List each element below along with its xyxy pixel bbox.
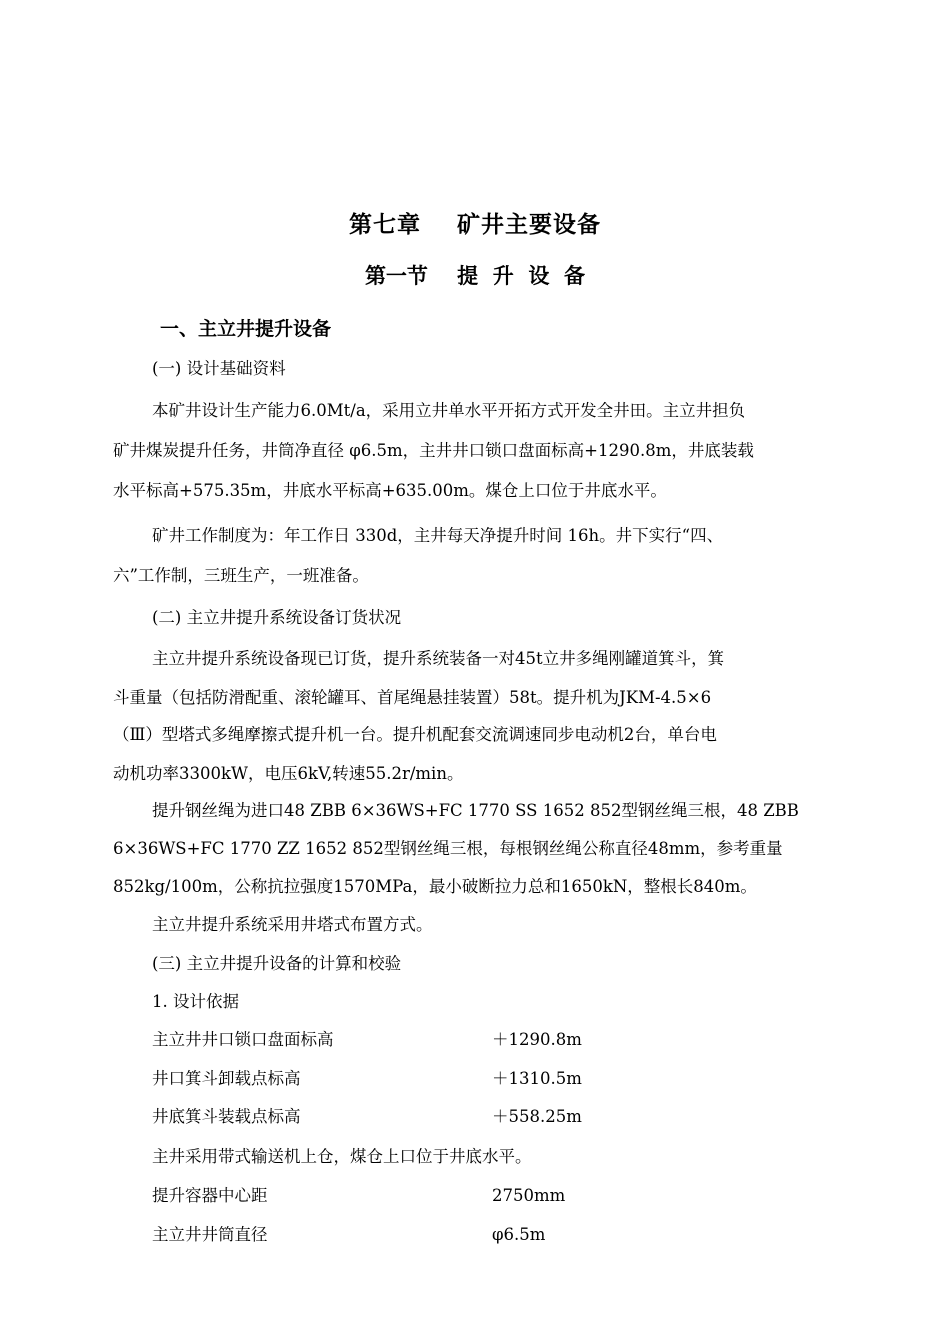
spec-label: 提升容器中心距 [152, 1186, 268, 1205]
spec-label: 主立井井筒直径 [152, 1225, 268, 1244]
paragraph-line: 6×36WS+FC 1770 ZZ 1652 852型钢丝绳三根，每根钢丝绳公称直径48mm，参考重量 [113, 839, 783, 858]
subheading-equipment-order: (二) 主立井提升系统设备订货状况 [152, 608, 402, 627]
paragraph-line: 主立井提升系统采用井塔式布置方式。 [152, 915, 433, 934]
subheading-design-basis-1: 1. 设计依据 [152, 992, 239, 1011]
chapter-title: 第七章 矿井主要设备 [348, 212, 602, 238]
spec-value: φ6.5m [492, 1225, 546, 1244]
note-line: 主井采用带式输送机上仓，煤仓上口位于井底水平。 [152, 1147, 532, 1166]
paragraph-line: 六”工作制，三班生产，一班准备。 [113, 566, 369, 585]
paragraph-line: 水平标高+575.35m，井底水平标高+635.00m。煤仓上口位于井底水平。 [113, 481, 667, 500]
spec-value: ＋1310.5m [492, 1069, 582, 1088]
spec-value: ＋558.25m [492, 1107, 582, 1126]
paragraph-line: 矿井煤炭提升任务，井筒净直径 φ6.5m，主井井口锁口盘面标高+1290.8m，井底装载 [113, 441, 754, 460]
subheading-design-basis: (一) 设计基础资料 [152, 359, 286, 378]
paragraph-line: 斗重量（包括防滑配重、滚轮罐耳、首尾绳悬挂装置）58t。提升机为JKM-4.5×6 [113, 688, 712, 707]
paragraph-line: 提升钢丝绳为进口48 ZBB 6×36WS+FC 1770 SS 1652 852型钢丝绳三根，48 ZBB [152, 801, 799, 820]
paragraph-line: 动机功率3300kW，电压6kV,转速55.2r/min。 [113, 764, 464, 783]
spec-label: 井口箕斗卸载点标高 [152, 1069, 301, 1088]
spec-value: ＋1290.8m [492, 1030, 582, 1049]
spec-label: 主立井井口锁口盘面标高 [152, 1030, 334, 1049]
paragraph-line: 本矿井设计生产能力6.0Mt/a，采用立井单水平开拓方式开发全井田。主立井担负 [152, 401, 746, 420]
section-title: 第一节 提 升 设 备 [364, 264, 586, 288]
subheading-calculation: (三) 主立井提升设备的计算和校验 [152, 954, 402, 973]
spec-value: 2750mm [492, 1186, 566, 1205]
spec-label: 井底箕斗装载点标高 [152, 1107, 301, 1126]
paragraph-line: （Ⅲ）型塔式多绳摩擦式提升机一台。提升机配套交流调速同步电动机2台，单台电 [113, 725, 717, 744]
paragraph-line: 主立井提升系统设备现已订货，提升系统装备一对45t立井多绳刚罐道箕斗，箕 [152, 649, 725, 668]
paragraph-line: 矿井工作制度为：年工作日 330d，主井每天净提升时间 16h。井下实行“四、 [152, 526, 724, 545]
paragraph-line: 852kg/100m，公称抗拉强度1570MPa，最小破断拉力总和1650kN，整根长840m。 [113, 877, 757, 896]
heading-main-shaft-hoisting: 一、主立井提升设备 [160, 318, 332, 340]
